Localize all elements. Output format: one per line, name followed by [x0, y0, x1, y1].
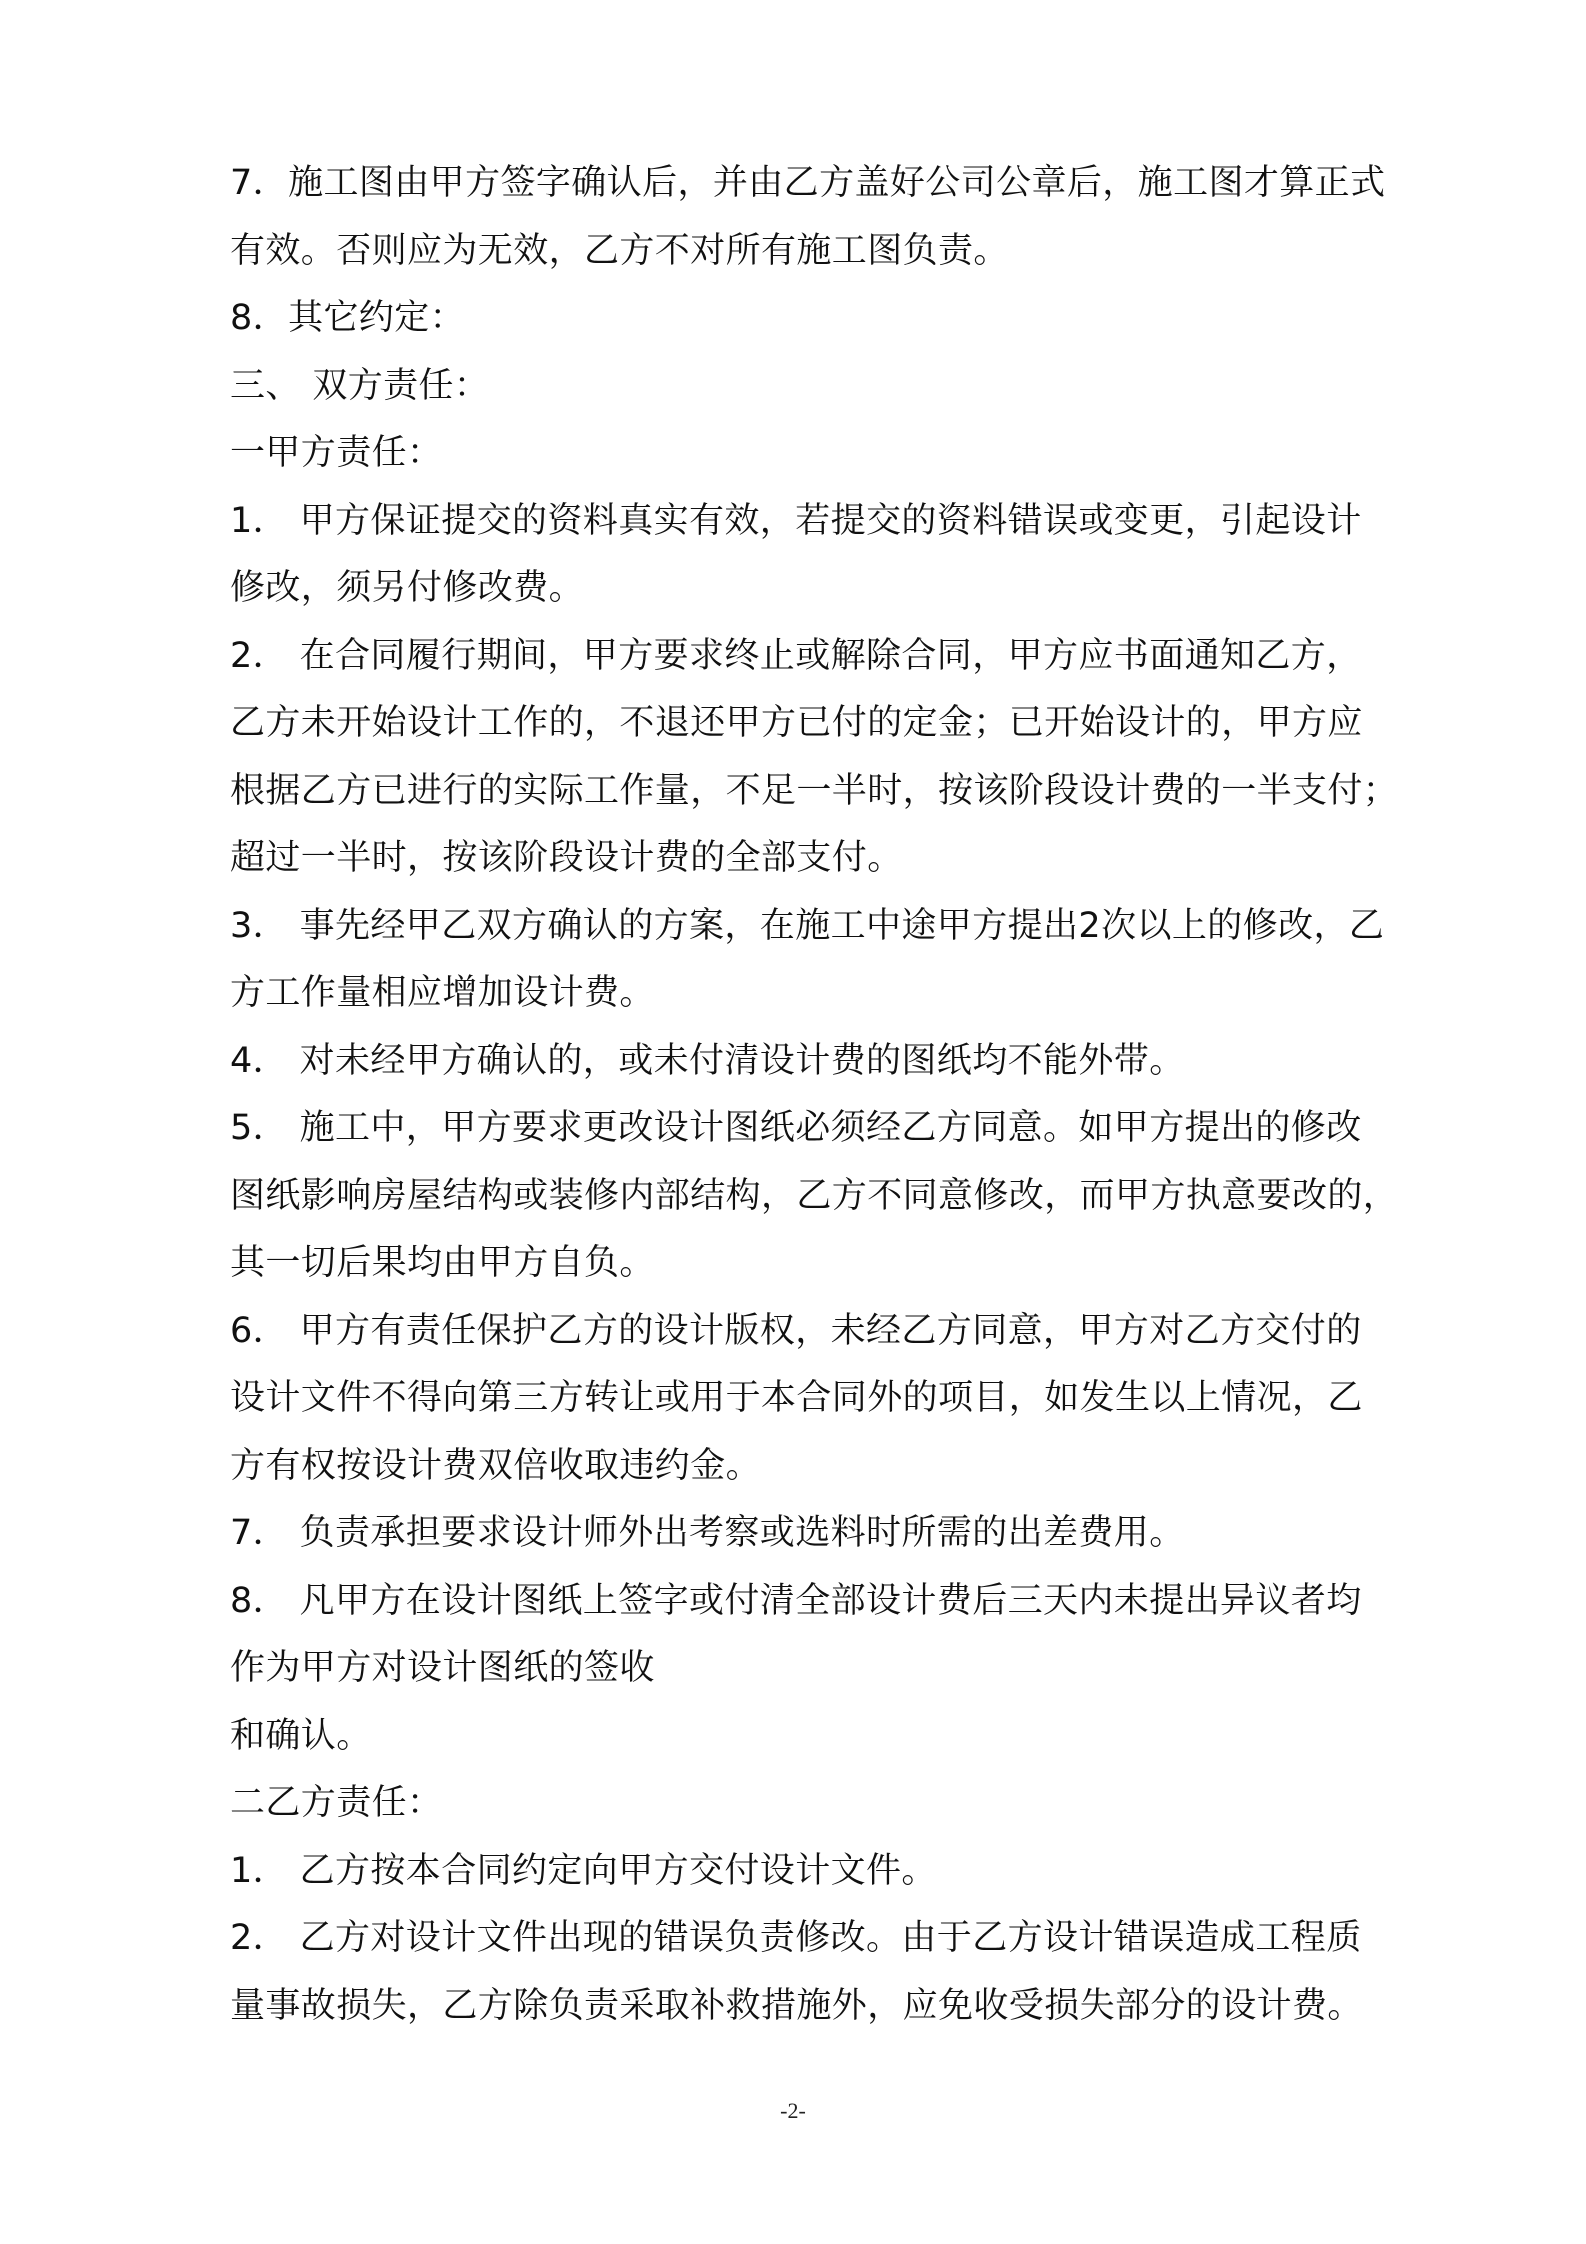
subsection-heading: 二乙方责任：	[230, 1783, 443, 1823]
text-line: 根据乙方已进行的实际工作量，不足一半时，按该阶段设计费的一半支付；	[230, 770, 1399, 811]
text-line: 其一切后果均由甲方自负。	[230, 1243, 655, 1283]
text-line: 4． 对未经甲方确认的，或未付清设计费的图纸均不能外带。	[230, 1040, 1185, 1081]
text-line: 乙方未开始设计工作的，不退还甲方已付的定金；已开始设计的，甲方应	[230, 703, 1363, 743]
section-heading: 三、 双方责任：	[230, 365, 490, 406]
text-line: 1． 乙方按本合同约定向甲方交付设计文件。	[230, 1850, 937, 1891]
text-line: 1． 甲方保证提交的资料真实有效，若提交的资料错误或变更，引起设计	[230, 500, 1362, 541]
text-line: 和确认。	[230, 1715, 372, 1756]
text-line: 作为甲方对设计图纸的签收	[230, 1648, 655, 1688]
subsection-heading: 一甲方责任：	[230, 433, 443, 473]
text-line: 方有权按设计费双倍收取违约金。	[230, 1445, 762, 1486]
text-line: 有效。否则应为无效，乙方不对所有施工图负责。	[230, 230, 1009, 271]
text-line: 8．其它约定：	[230, 298, 466, 338]
text-line: 2． 在合同履行期间，甲方要求终止或解除合同，甲方应书面通知乙方，	[230, 635, 1362, 676]
text-line: 修改，须另付修改费。	[230, 568, 585, 608]
text-line: 3． 事先经甲乙双方确认的方案，在施工中途甲方提出2次以上的修改，乙	[230, 905, 1385, 946]
text-line: 方工作量相应增加设计费。	[230, 973, 655, 1013]
text-line: 6． 甲方有责任保护乙方的设计版权，未经乙方同意，甲方对乙方交付的	[230, 1310, 1362, 1351]
page-number: -2-	[780, 2098, 806, 2123]
text-line: 量事故损失，乙方除负责采取补救措施外，应免收受损失部分的设计费。	[230, 1985, 1363, 2026]
text-line: 图纸影响房屋结构或装修内部结构，乙方不同意修改，而甲方执意要改的，	[230, 1175, 1399, 1216]
document-body	[230, 150, 1450, 2040]
text-line: 2． 乙方对设计文件出现的错误负责修改。由于乙方设计错误造成工程质	[230, 1918, 1362, 1958]
text-line: 8． 凡甲方在设计图纸上签字或付清全部设计费后三天内未提出异议者均	[230, 1580, 1362, 1621]
text-line: 7．施工图由甲方签字确认后，并由乙方盖好公司公章后，施工图才算正式	[230, 163, 1386, 203]
text-line: 5． 施工中，甲方要求更改设计图纸必须经乙方同意。如甲方提出的修改	[230, 1108, 1362, 1148]
text-line: 超过一半时，按该阶段设计费的全部支付。	[230, 838, 903, 878]
text-line: 设计文件不得向第三方转让或用于本合同外的项目，如发生以上情况，乙	[230, 1378, 1363, 1418]
text-line: 7． 负责承担要求设计师外出考察或选料时所需的出差费用。	[230, 1513, 1185, 1553]
